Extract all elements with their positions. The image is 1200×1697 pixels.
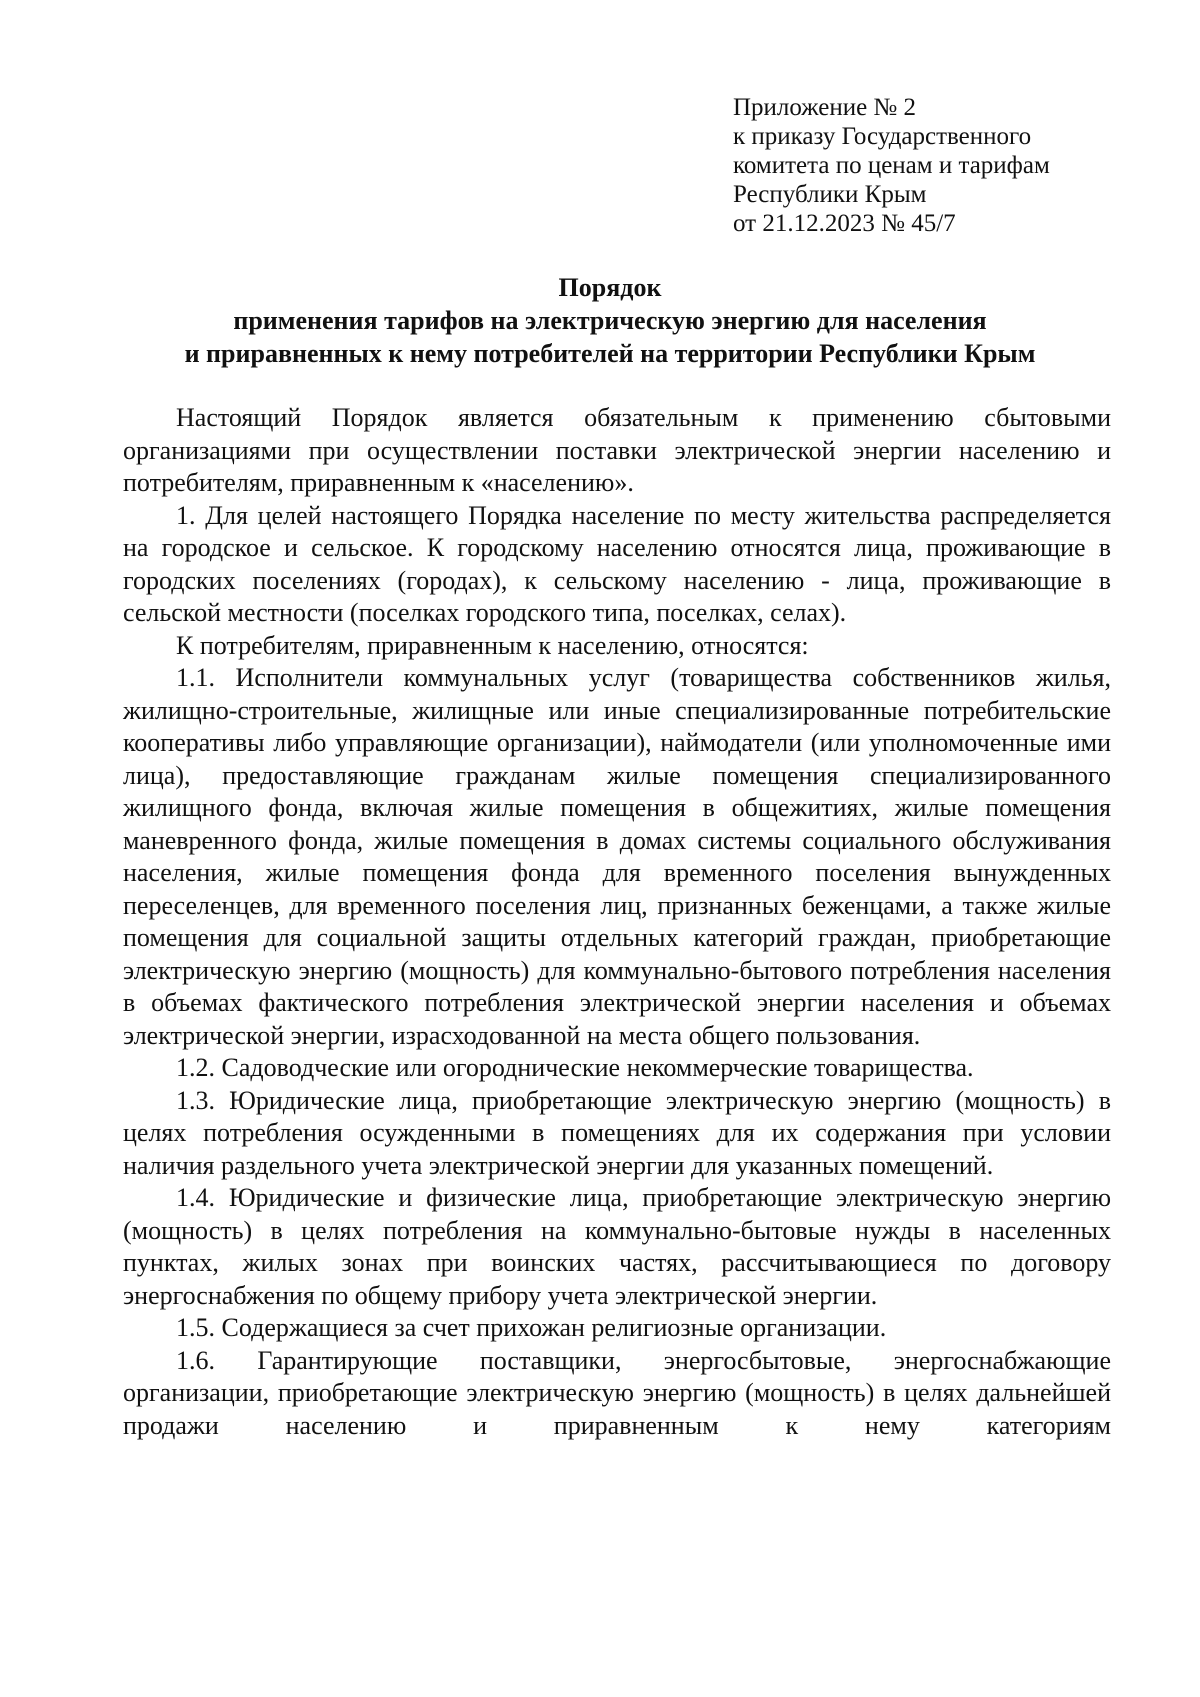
title-line-3: и приравненных к нему потребителей на территории Республики Крым (184, 339, 1036, 368)
document-body (123, 402, 1111, 1442)
appendix-header (733, 93, 1153, 238)
paragraph-1-2: 1.2. Садоводческие или огороднические некоммерческие товарищества. (176, 1053, 974, 1082)
paragraph-1-4: 1.4. Юридические и физические лица, приобретающие электрическую энергию (мощность) в целях потребления на коммунально-бытовые нужды в населенных пунктах, жилых зонах при воинских частях, рассчитывающиеся по договору энергоснабжения по общему прибору учета электрической энергии. (123, 1183, 1111, 1310)
paragraph-1-1: 1.1. Исполнители коммунальных услуг (товарищества собственников жилья, жилищно-строительные, жилищные или иные специализированные потребительские кооперативы либо управляющие организации), наймодатели (или уполномоченные ими лица), предоставляющие гражданам жилые помещения специализированного жилищного фонда, включая жилые помещения в общежитиях, жилые помещения маневренного фонда, жилые помещения в домах системы социального обслуживания населения, жилые помещения фонда для временного поселения вынужденных переселенцев, для временного поселения лиц, признанных беженцами, а также жилые помещения для социальной защиты отдельных категорий граждан, приобретающие электрическую энергию (мощность) для коммунально-бытового потребления населения в объемах фактического потребления электрической энергии населения и объемах электрической энергии, израсходованной на места общего пользования. (123, 663, 1111, 1050)
paragraph-1-5: 1.5. Содержащиеся за счет прихожан религиозные организации. (176, 1313, 887, 1342)
paragraph-1: 1. Для целей настоящего Порядка население по месту жительства распределяется на городское и сельское. К городскому населению относятся лица, проживающие в городских поселениях (городах), к сельскому населению - лица, проживающие в сельской местности (поселках городского типа, поселках, селах). (123, 500, 1111, 627)
appendix-number: Приложение № 2 (733, 94, 917, 121)
paragraph-1-3: 1.3. Юридические лица, приобретающие электрическую энергию (мощность) в целях потребления осужденными в помещениях для их содержания при условии наличия раздельного учета электрической энергии для указанных помещений. (123, 1085, 1111, 1180)
paragraph-1-6: 1.6. Гарантирующие поставщики, энергосбытовые, энергоснабжающие организации, приобретающие электрическую энергию (мощность) в целях дальнейшей продажи населению и приравненным к нему категориям (123, 1345, 1111, 1440)
title-line-2: применения тарифов на электрическую энергию для населения (233, 306, 987, 335)
appendix-order-ref: к приказу Государственного (733, 123, 1032, 150)
paragraph-consumers: К потребителям, приравненным к населению, относятся: (176, 630, 809, 660)
appendix-republic: Республики Крым (733, 181, 927, 208)
document-title (110, 271, 1110, 370)
appendix-committee: комитета по ценам и тарифам (733, 152, 1050, 179)
appendix-date-number: от 21.12.2023 № 45/7 (733, 210, 956, 237)
title-line-1: Порядок (558, 273, 662, 302)
paragraph-intro: Настоящий Порядок является обязательным к применению сбытовыми организациями при осуществлении поставки электрической энергии населению и потребителям, приравненным к «населению». (123, 403, 1111, 497)
